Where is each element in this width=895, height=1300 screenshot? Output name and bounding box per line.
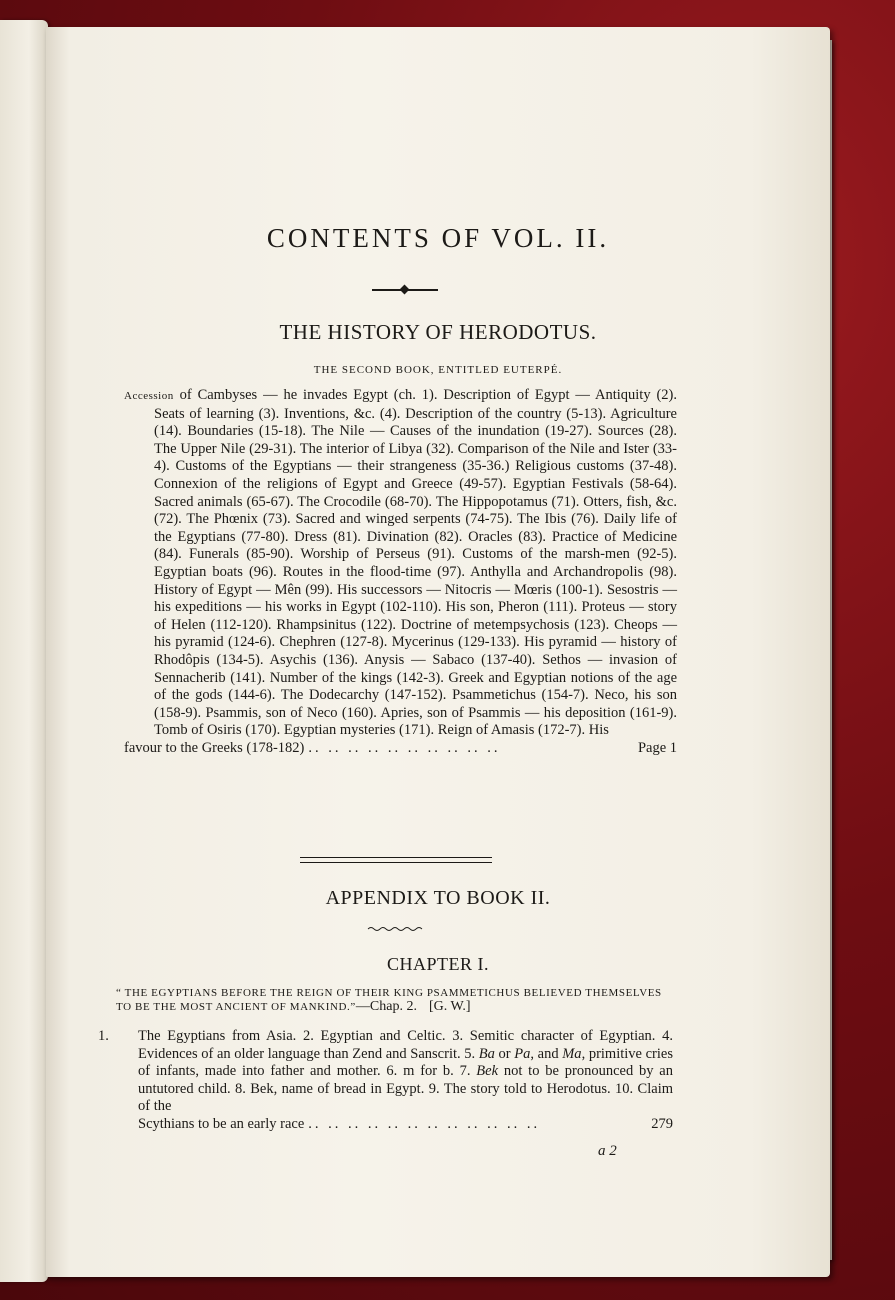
chapter-epigraph: [116, 986, 676, 1014]
chapter-summary-paragraph: [98, 1028, 673, 1116]
summary-or: or: [494, 1045, 515, 1062]
wavy-line-ornament: [366, 925, 426, 933]
book-summary-last-line: favour to the Greeks (178-182): [124, 739, 305, 756]
item-number: 1.: [98, 1028, 109, 1044]
summary-text-a: The Egyptians from Asia. 2. Egyptian and Celtic. 3. Semitic character of Egyptian. 4. Evidences of an older language than Zend and Sanscrit. 5.: [138, 1028, 673, 1062]
epigraph-attribution: [G. W.]: [428, 999, 471, 1014]
chapter-summary-leader-row: [118, 1116, 673, 1134]
page-title: CONTENTS OF VOL. II.: [266, 223, 610, 253]
epigraph-text: “ THE EGYPTIANS BEFORE THE REIGN OF THEIR KING PSAMMETICHUS BELIEVED THEMSELVES TO BE THE MOST ANCIENT OF MANKIND.”: [116, 987, 662, 1013]
dot-leader: .. .. .. .. .. .. .. .. .. ..: [308, 739, 501, 756]
page-reference: 279: [651, 1115, 673, 1132]
left-page-edge: [0, 20, 48, 1282]
diamond-rule-ornament: [372, 288, 438, 292]
summary-and: , and: [530, 1045, 563, 1062]
chapter-summary: [98, 1028, 673, 1134]
italic-ma: Ma: [562, 1045, 582, 1062]
summary-text-c: not to be pronounced by an untutored child. 8. Bek, name of bread in Egypt. 9. The story told to Herodotus. 10. Claim of the: [138, 1063, 673, 1115]
italic-bek: Bek: [476, 1063, 499, 1080]
italic-ba: Ba: [478, 1045, 495, 1062]
book-page: [46, 27, 830, 1277]
book-summary-text: of Cambyses — he invades Egypt (ch. 1). Description of Egypt — Antiquity (2). Seats of learning (3). Inventions, &c. (4). Description of the country (5-13). Agriculture (14). Boundaries (15-18). The Nile — Causes of the inundation (19-27). Sources (28). The Upper Nile (29-31). The interior of Libya (32). Comparison of the Nile and Ister (33-4). Customs of the Egyptians — their strangeness (35-36.) Religious customs (37-48). Connexion of the religions of Egypt and Greece (49-57). Egyptian Festivals (58-64). Sacred animals (65-67). The Crocodile (68-70). The Hippopotamus (71). Otters, fish, &c. (72). The Phœnix (73). Sacred and winged serpents (74-75). The Ibis (76). Daily life of the Egyptians (77-80). Dress (81). Divination (82). Oracles (83). Practice of Medicine (84). Funerals (85-90). Worship of Perseus (91). Customs of the marsh-men (92-5). Egyptian boats (96). Routes in the flood-time (97). Anthylla and Archandropolis (98). History of Egypt — Mên (99). His successors — Nitocris — Mœris (100-1). Sesostris — his expeditions — his works in Egypt (102-110). His son, Pheron (111). Proteus — story of Helen (112-120). Rhampsinitus (122). Doctrine of metempsychosis (123). Cheops — his pyramid (124-6). Chephren (127-8). Mycerinus (129-133). His pyramid — history of Rhodôpis (134-5). Asychis (136). Anysis — Sabaco (137-40). Sethos — invasion of Sennacherib (141). Number of the kings (142-3). Greek and Egyptian notions of the age of the gods (144-6). The Dodecarchy (147-152). Psammetichus (154-7). Neco, his son (158-9). Psammis, son of Neco (160). Apries, son of Psammis — his deposition (161-9). Tomb of Osiris (170). Egyptian mysteries (171). Reign of Amasis (172-7). His: [154, 387, 677, 739]
book-summary-paragraph: [124, 387, 677, 740]
book-subtitle: THE SECOND BOOK, ENTITLED EUTERPÉ.: [313, 364, 563, 376]
epigraph-reference: —Chap. 2.: [355, 999, 417, 1014]
chapter-title: CHAPTER I.: [386, 954, 489, 974]
work-title: THE HISTORY OF HERODOTUS.: [279, 320, 597, 344]
book-summary-leader-row: [124, 740, 677, 758]
summary-text-b: , primitive cries of infants, made into father and mother. 6. m for b. 7.: [138, 1045, 673, 1080]
signature-mark: a 2: [598, 1143, 617, 1159]
chapter-summary-last-line: Scythians to be an early race: [138, 1115, 305, 1132]
dot-leader: .. .. .. .. .. .. .. .. .. .. .. ..: [308, 1115, 541, 1132]
book-summary: [124, 387, 677, 757]
page-reference: Page 1: [637, 739, 677, 756]
italic-pa: Pa: [514, 1045, 531, 1062]
appendix-title: APPENDIX TO BOOK II.: [325, 887, 551, 909]
double-rule-divider: [300, 857, 492, 863]
small-caps-first-word: Accession: [124, 390, 174, 402]
